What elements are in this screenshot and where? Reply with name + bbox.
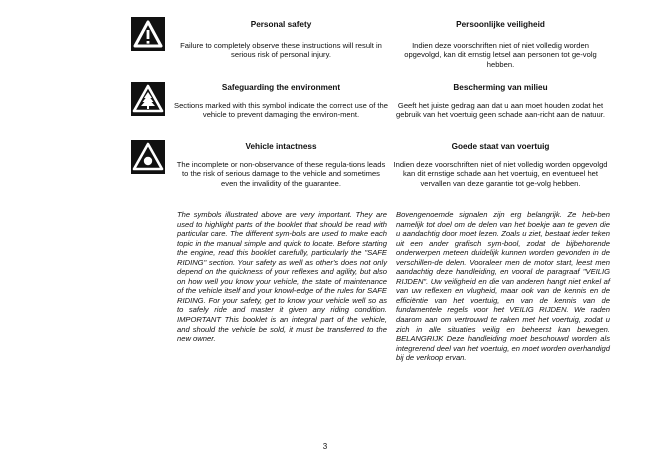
section-text-safeguarding-environment: Sections marked with this symbol indicate the correct use of the vehicle to prevent damaging the environ-ment.: [174, 101, 388, 120]
section-title-bescherming-milieu: Bescherming van milieu: [453, 83, 548, 92]
section-text-persoonlijke-veiligheid: Indien deze voorschriften niet of niet volledig worden opgevolgd, kan dit ernstig letsel aan personen tot ge-volg hebben.: [404, 41, 597, 69]
warning-triangle-icon: [131, 17, 165, 51]
section-text-vehicle-intactness: The incomplete or non-observance of these regula-tions leads to the risk of serious damage to the vehicle and sometimes even the invalidity of the guarantee.: [176, 160, 386, 188]
section-title-goede-staat-voertuig: Goede staat van voertuig: [451, 142, 550, 151]
page-number: 3: [322, 442, 328, 451]
section-text-bescherming-milieu: Geeft het juiste gedrag aan dat u aan moet houden zodat het gebruik van het voertuig geen schade aan-richt aan de natuur.: [396, 101, 605, 120]
section-text-goede-staat-voertuig: Indien deze voorschriften niet of niet volledig worden opgevolgd kan dit ernstige schade aan het voertuig, en eventueel het vervallen van deze garantie tot ge-volg hebben.: [393, 160, 608, 188]
section-title-persoonlijke-veiligheid: Persoonlijke veiligheid: [456, 20, 545, 29]
section-title-safeguarding-environment: Safeguarding the environment: [221, 83, 341, 92]
section-text-personal-safety: Failure to completely observe these instructions will result in serious risk of personal injury.: [180, 41, 382, 60]
symbols-note-english: The symbols illustrated above are very important. They are used to highlight parts of the booklet that should be read with particular care. The different sym-bols are used to make each topic in the manual simple and quick to locate. Before starting the engine, read this booklet carefully, particularly the "SAFE RIDING" section. Your safety as well as other's does not only depend on the quickness of your reflexes and agility, but also on how well you know your vehicle, the state of maintenance of the vehicle itself and your knowl-edge of the rules for SAFE RIDING. For your safety, get to know your vehicle well so as to safely ride and master it given any riding condition. IMPORTANT This booklet is an integral part of the vehicle, and should the vehicle be sold, it must be transferred to the new owner.: [177, 210, 387, 344]
symbols-note-dutch: Bovengenoemde signalen zijn erg belangrijk. Ze heb-ben namelijk tot doel om de delen van het boekje aan te geven die u aandachtig door moet lezen. Zoals u ziet, bestaat ieder teken uit een ander grafisch sym-bool, zodat de bijbehorende onderwerpen meteen duidelijk kunnen worden gevonden in de verschillen-de delen. Vooraleer men de motor start, leest men aandachtig deze handleiding, en vooral de paragraaf "VEILIG RIJDEN". Uw veiligheid en die van anderen hangt niet enkel af van uw reflexen en vlugheid, maar ook van de kennis en de efficiëntie van het voertuig, en van de kennis van de fundamentele regels voor het VEILIG RIJDEN. We raden daarom aan om vertrouwd te raken met het voertuig, zodat u zich in alle situaties veilig en beheerst kan bewegen. BELANGRIJK Deze handleiding moet beschouwd worden als integrerend deel van het voertuig, en moet worden overhandigd bij de verkoop ervan.: [396, 210, 610, 363]
environment-tree-icon: [131, 82, 165, 116]
section-title-vehicle-intactness: Vehicle intactness: [245, 142, 317, 151]
section-title-personal-safety: Personal safety: [250, 20, 312, 29]
vehicle-warning-icon: [131, 140, 165, 174]
